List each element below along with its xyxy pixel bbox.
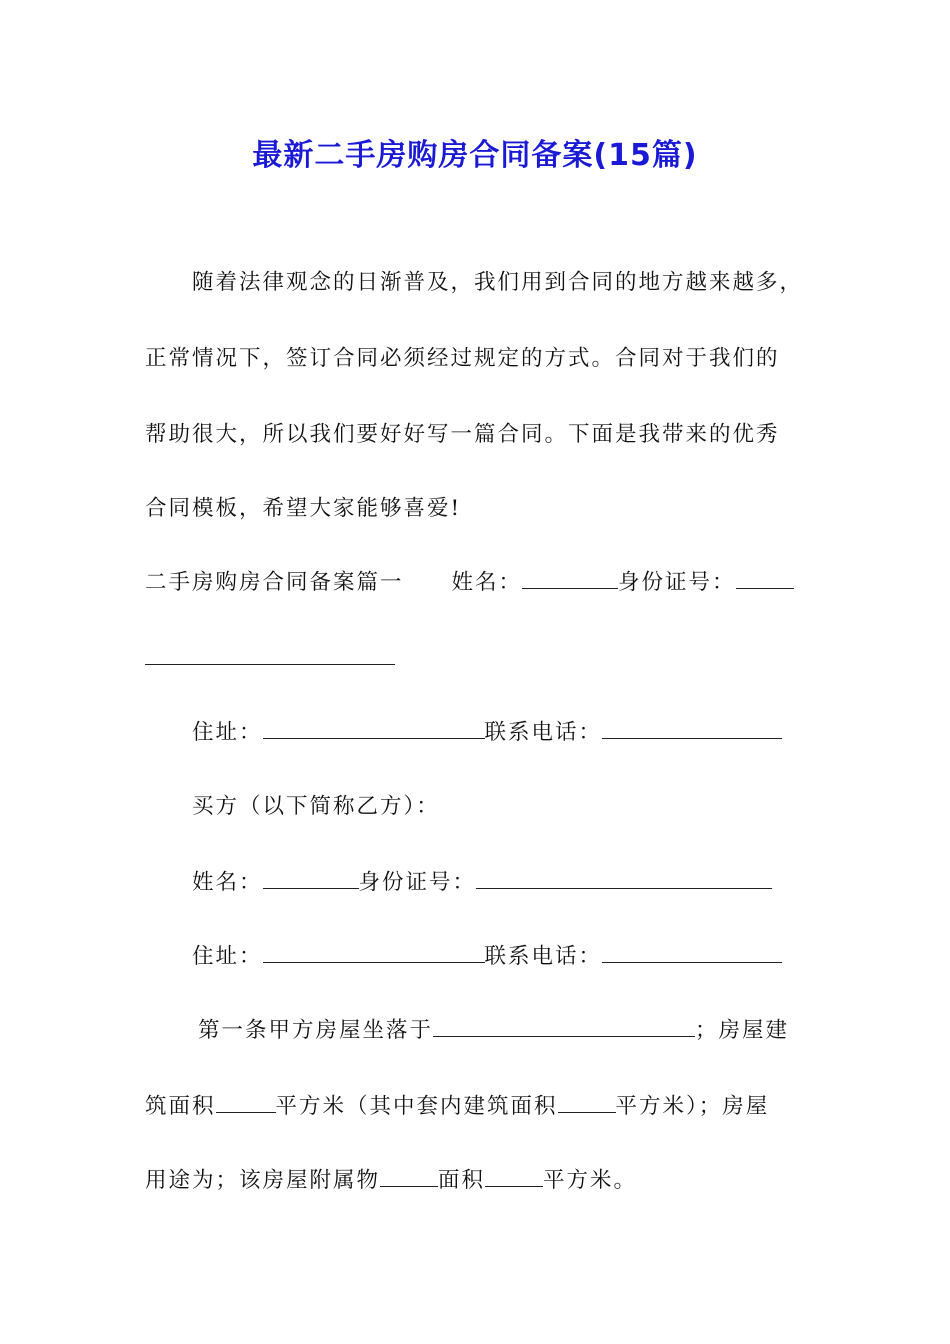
article1-attachment-label: 用途为；该房屋附属物 xyxy=(145,1168,381,1193)
section1-heading: 二手房购房合同备案篇一 xyxy=(145,570,404,595)
article1-sqm-label: 平方米。 xyxy=(543,1168,638,1193)
article1-area-label: 筑面积 xyxy=(145,1094,216,1119)
article1-building-label: ；房屋建 xyxy=(695,1018,790,1043)
article1-inner-area-label: 平方米（其中套内建筑面积 xyxy=(275,1094,558,1119)
buyer-name-line xyxy=(192,868,772,898)
seller-phone-label: 联系电话： xyxy=(484,720,603,745)
article1-line-3 xyxy=(145,1166,637,1196)
intro-line-4: 合同模板，希望大家能够喜爱! xyxy=(145,496,462,521)
buyer-id-label: 身份证号： xyxy=(358,870,477,895)
buyer-heading: 买方（以下简称乙方）： xyxy=(192,794,440,819)
seller-id-blank-continued xyxy=(145,664,395,665)
article1-attachment-area-label: 面积 xyxy=(438,1168,486,1193)
article1-location-label: 第一条甲方房屋坐落于 xyxy=(198,1018,434,1043)
buyer-name-label: 姓名： xyxy=(192,870,263,895)
intro-line-1: 随着法律观念的日渐普及，我们用到合同的地方越来越多， xyxy=(192,270,804,295)
seller-address-blank xyxy=(263,718,485,739)
inner-area-blank xyxy=(558,1092,616,1113)
section1-heading-line xyxy=(145,568,794,598)
seller-address-label: 住址： xyxy=(192,720,263,745)
property-location-blank xyxy=(433,1016,695,1037)
seller-id-label: 身份证号： xyxy=(618,570,736,595)
intro-line-3: 帮助很大，所以我们要好好写一篇合同。下面是我带来的优秀 xyxy=(145,422,780,447)
buyer-address-blank xyxy=(263,942,485,963)
buyer-id-blank xyxy=(476,868,772,889)
attachment-blank xyxy=(380,1166,438,1187)
seller-phone-blank xyxy=(602,718,782,739)
buyer-address-label: 住址： xyxy=(192,944,263,969)
buyer-phone-label: 联系电话： xyxy=(484,944,603,969)
article1-line-2 xyxy=(145,1092,769,1122)
article1-line-1 xyxy=(198,1016,789,1046)
intro-line-2: 正常情况下，签订合同必须经过规定的方式。合同对于我们的 xyxy=(145,346,780,371)
article1-usage-label: 平方米）；房屋 xyxy=(615,1094,770,1119)
buyer-name-blank xyxy=(263,868,359,889)
buyer-address-line xyxy=(192,942,782,972)
seller-name-label: 姓名： xyxy=(451,570,523,595)
building-area-blank xyxy=(216,1092,276,1113)
seller-name-blank xyxy=(522,568,618,589)
attachment-area-blank xyxy=(485,1166,543,1187)
buyer-phone-blank xyxy=(602,942,782,963)
seller-address-line xyxy=(192,718,782,748)
document-title: 最新二手房购房合同备案(15篇) xyxy=(252,138,698,173)
seller-id-blank xyxy=(736,568,794,589)
